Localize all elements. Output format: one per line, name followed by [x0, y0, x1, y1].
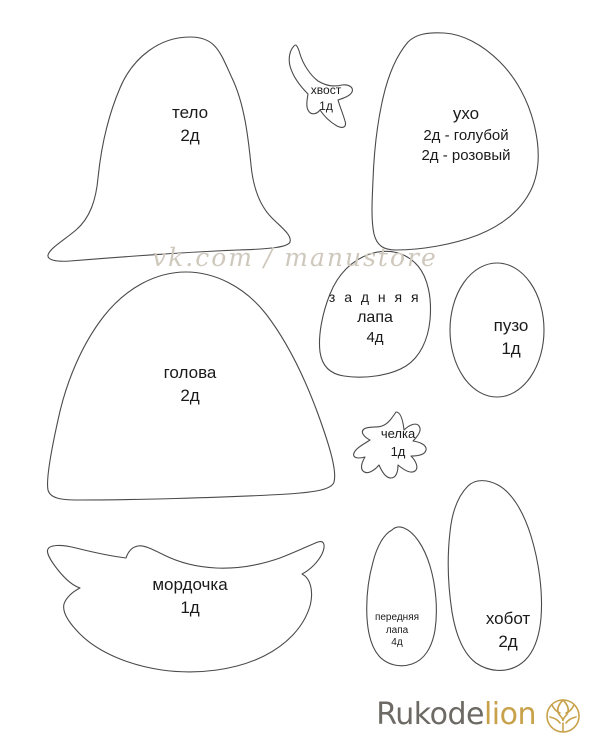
label-perednyaya-qty: 4д [391, 637, 403, 648]
label-hobot-qty: 2д [498, 631, 518, 651]
label-chelka-qty: 1д [390, 443, 406, 459]
piece-shape-chelka [354, 412, 426, 478]
label-ucho-qty-blue: 2д - голубой [423, 126, 509, 144]
label-zadnyaya-title2: лапа [357, 308, 393, 326]
piece-shape-perednyaya-lapa [367, 527, 437, 666]
label-hobot-title: хобот [485, 609, 531, 628]
piece-shape-zadnyaya-lapa [319, 251, 430, 377]
label-zadnyaya-qty: 4д [366, 329, 384, 347]
piece-shape-hvost [289, 45, 352, 127]
piece-shape-telo [48, 37, 290, 261]
brand-logo-text-part2: lion [483, 696, 536, 732]
ornament-icon [540, 693, 586, 735]
brand-logo [376, 693, 586, 735]
piece-shape-golova [47, 272, 334, 500]
label-perednyaya-title2: лапа [385, 624, 409, 636]
piece-shape-mordochka [47, 542, 324, 672]
label-telo-qty: 2д [180, 125, 200, 145]
label-ucho-title: ухо [452, 104, 480, 123]
label-zadnyaya-title: з а д н я я [328, 289, 422, 305]
label-telo-title: тело [171, 103, 209, 122]
watermark: vk.com / manustore [152, 243, 438, 272]
label-perednyaya-title: передняя [374, 612, 420, 623]
brand-logo-text-part1: Rukode [376, 696, 484, 732]
label-hvost-qty: 1д [319, 99, 333, 114]
label-golova-title: голова [163, 363, 217, 382]
piece-shape-hobot [448, 481, 541, 671]
piece-shape-puzo [450, 263, 544, 397]
piece-shape-ucho [372, 33, 538, 250]
label-mordochka-title: мордочка [152, 575, 228, 594]
label-chelka-title: челка [380, 426, 416, 441]
label-golova-qty: 2д [180, 385, 200, 405]
brand-logo-text [376, 697, 536, 732]
label-hvost-title: хвост [310, 83, 342, 97]
label-mordochka-qty: 1д [180, 597, 200, 617]
label-puzo-title: пузо [493, 316, 529, 335]
label-ucho-qty-pink: 2д - розовый [421, 147, 511, 165]
label-puzo-qty: 1д [501, 338, 521, 358]
